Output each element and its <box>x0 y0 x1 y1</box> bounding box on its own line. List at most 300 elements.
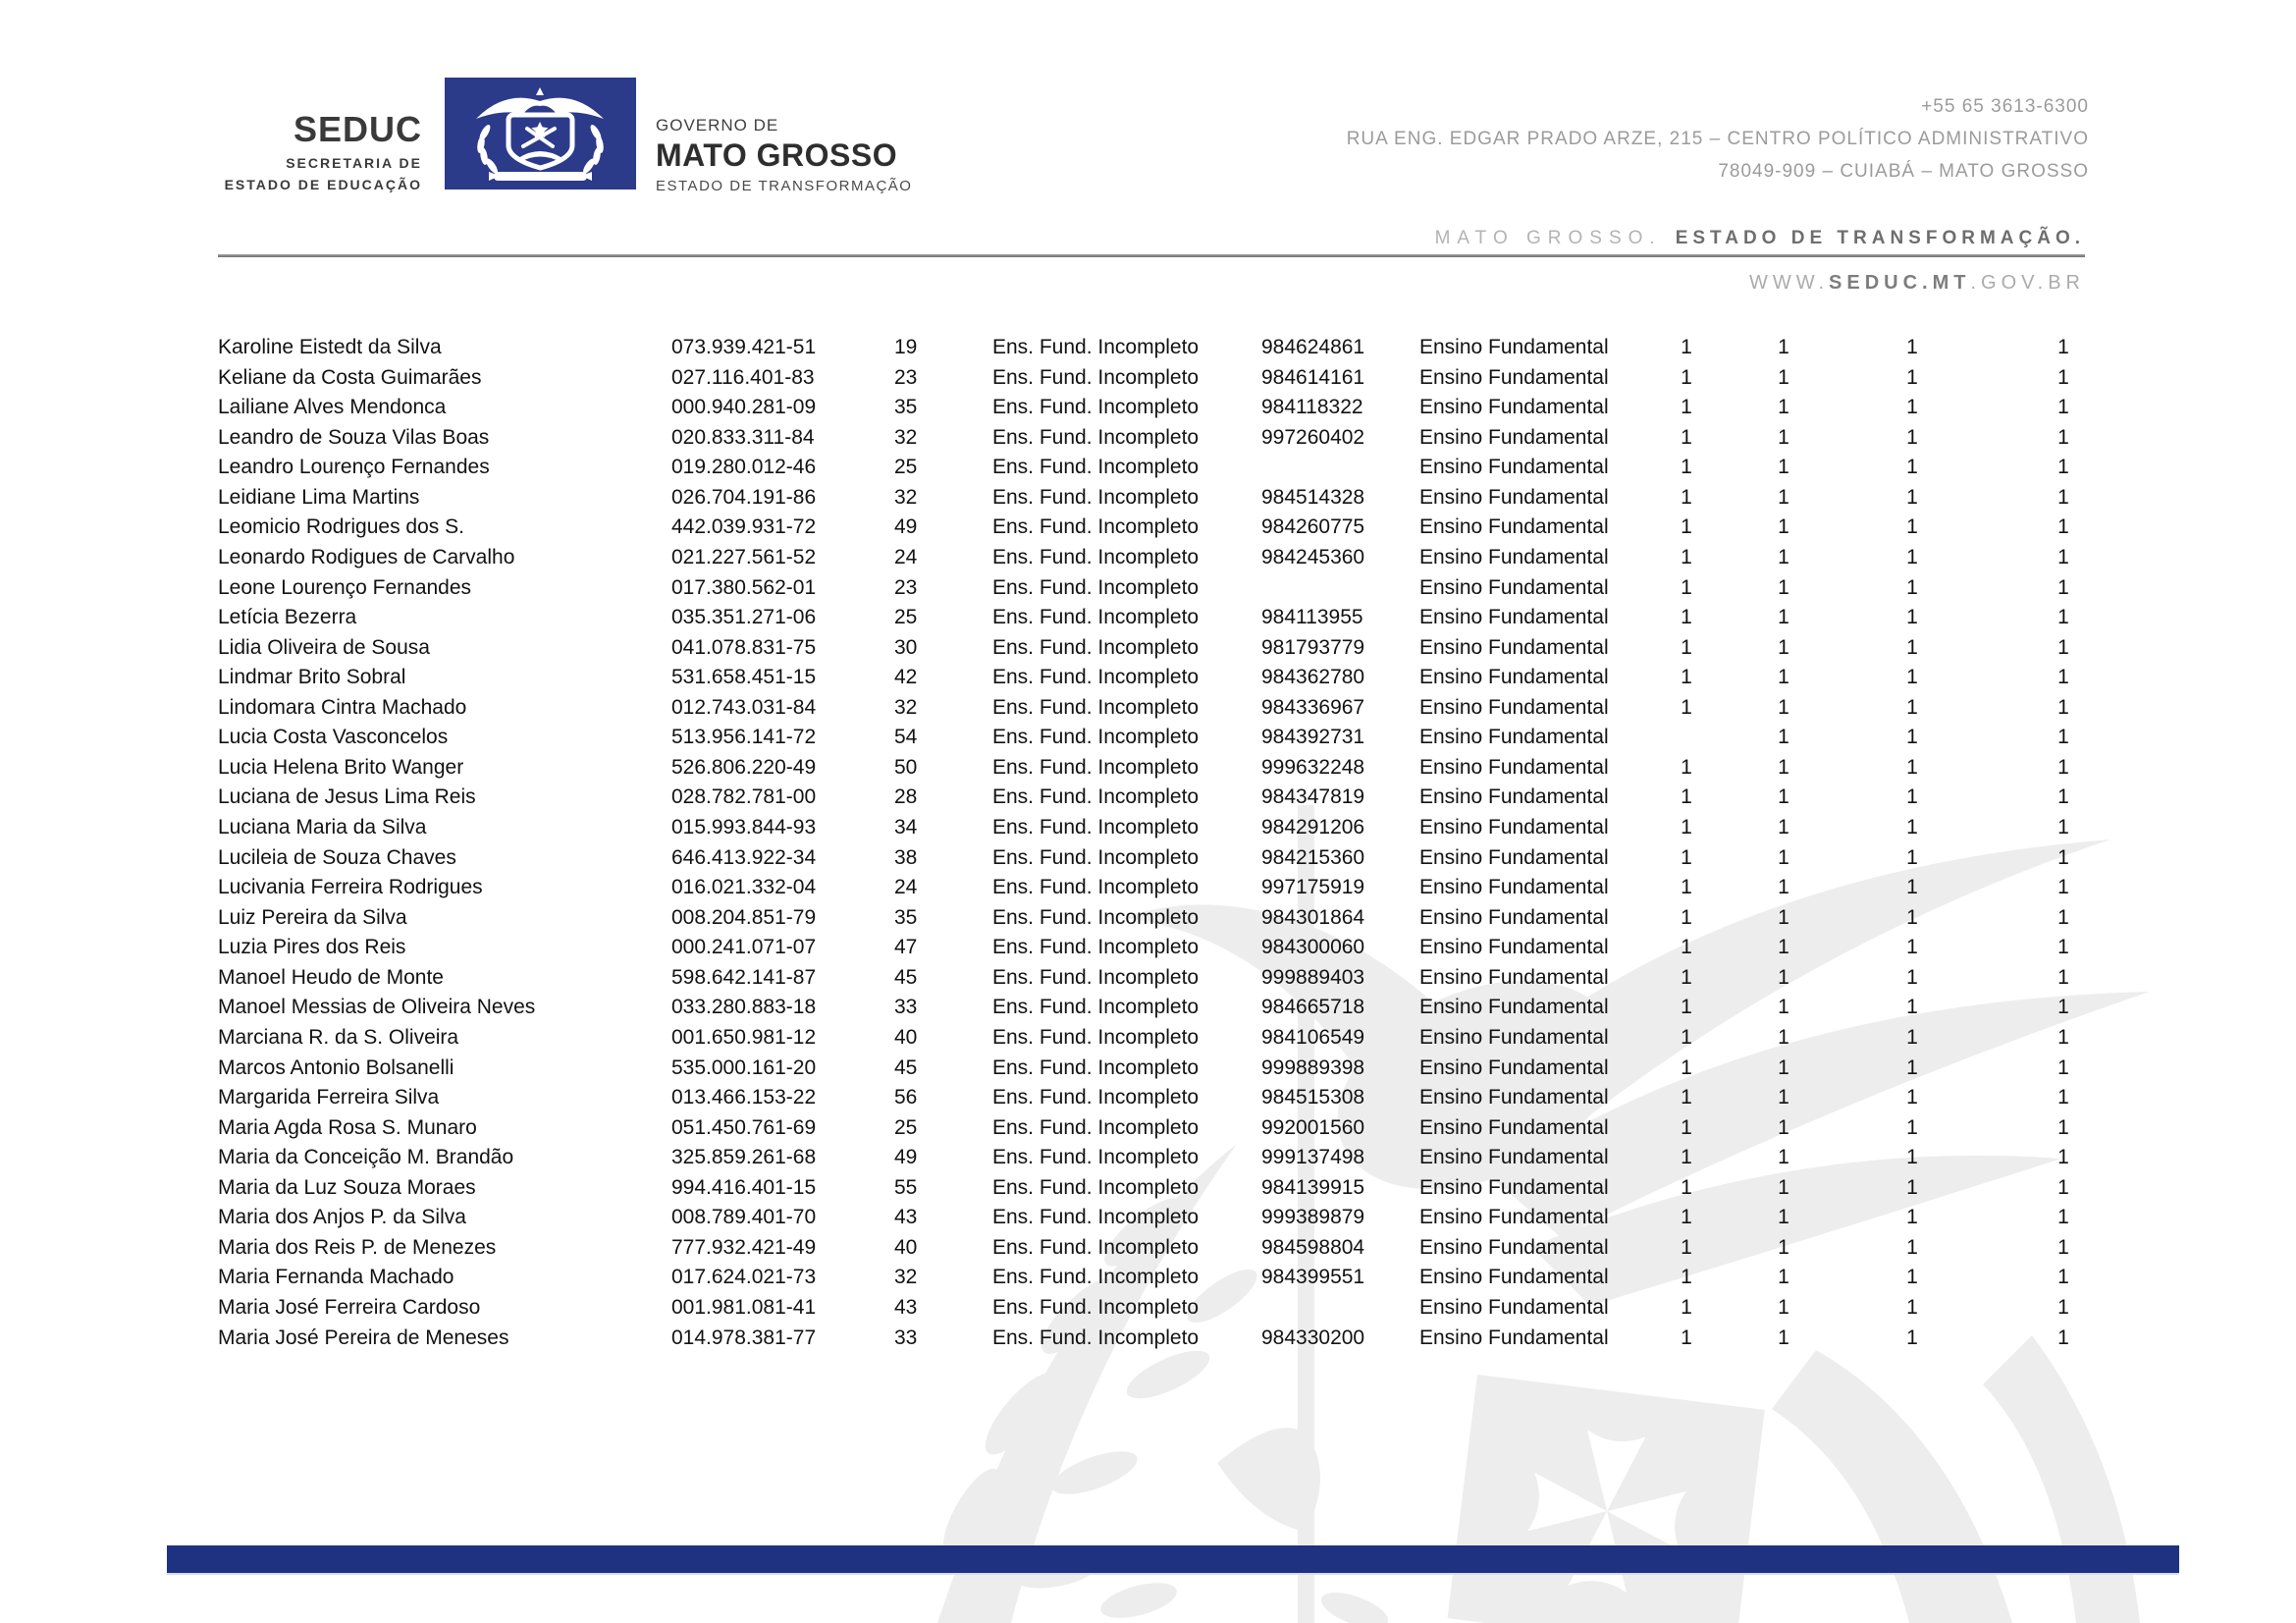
cell-education: Ens. Fund. Incompleto <box>992 1235 1200 1259</box>
cell-flag-4: 1 <box>2057 1175 2069 1199</box>
cell-name: Luciana Maria da Silva <box>218 816 427 839</box>
cell-cpf: 513.956.141-72 <box>671 726 817 749</box>
cell-flag-3: 1 <box>1906 515 1918 539</box>
table-row <box>218 633 2201 664</box>
cell-level: Ensino Fundamental <box>1419 575 1609 599</box>
cell-level: Ensino Fundamental <box>1419 1025 1609 1049</box>
cell-phone: 984399551 <box>1261 1266 1365 1289</box>
cell-phone: 984106549 <box>1261 1025 1365 1049</box>
cell-cpf: 028.782.781-00 <box>671 785 817 809</box>
cell-flag-2: 1 <box>1778 1175 1789 1199</box>
cell-flag-2: 1 <box>1778 1325 1789 1349</box>
cell-phone: 984215360 <box>1261 845 1365 869</box>
website-url <box>1749 272 2085 295</box>
cell-education: Ens. Fund. Incompleto <box>992 425 1200 449</box>
cell-flag-1: 1 <box>1681 785 1692 809</box>
governo-line-2: MATO GROSSO <box>656 137 898 173</box>
cell-flag-2: 1 <box>1778 965 1789 989</box>
cell-flag-3: 1 <box>1906 545 1918 568</box>
cell-flag-4: 1 <box>2057 606 2069 629</box>
cell-flag-3: 1 <box>1906 456 1918 479</box>
cell-phone: 999889403 <box>1261 965 1365 989</box>
cell-level: Ensino Fundamental <box>1419 635 1609 659</box>
contact-block <box>1347 90 2089 188</box>
cell-flag-4: 1 <box>2057 726 2069 749</box>
cell-flag-3: 1 <box>1906 425 1918 449</box>
cell-name: Lindmar Brito Sobral <box>218 666 406 689</box>
cell-phone: 984301864 <box>1261 905 1365 929</box>
cell-age: 50 <box>894 755 918 779</box>
cell-flag-4: 1 <box>2057 1055 2069 1079</box>
cell-name: Manoel Messias de Oliveira Neves <box>218 996 536 1019</box>
cell-flag-1: 1 <box>1681 1055 1692 1079</box>
cell-flag-1: 1 <box>1681 1235 1692 1259</box>
table-row <box>218 1203 2201 1233</box>
cell-name: Maria da Conceição M. Brandão <box>218 1146 514 1169</box>
cell-education: Ens. Fund. Incompleto <box>992 726 1200 749</box>
cell-flag-2: 1 <box>1778 396 1789 419</box>
cell-flag-4: 1 <box>2057 876 2069 899</box>
cell-level: Ensino Fundamental <box>1419 816 1609 839</box>
cell-flag-3: 1 <box>1906 1146 1918 1169</box>
cell-phone: 984392731 <box>1261 726 1365 749</box>
cell-flag-3: 1 <box>1906 635 1918 659</box>
cell-name: Marciana R. da S. Oliveira <box>218 1025 459 1049</box>
cell-level: Ensino Fundamental <box>1419 1086 1609 1109</box>
cell-flag-3: 1 <box>1906 365 1918 389</box>
cell-education: Ens. Fund. Incompleto <box>992 785 1200 809</box>
cell-flag-2: 1 <box>1778 635 1789 659</box>
cell-flag-4: 1 <box>2057 666 2069 689</box>
cell-name: Luiz Pereira da Silva <box>218 905 407 929</box>
table-row <box>218 843 2201 874</box>
cell-flag-4: 1 <box>2057 1235 2069 1259</box>
cell-phone: 984514328 <box>1261 485 1365 509</box>
table-row <box>218 813 2201 843</box>
cell-education: Ens. Fund. Incompleto <box>992 876 1200 899</box>
table-row <box>218 1083 2201 1113</box>
cell-flag-2: 1 <box>1778 1146 1789 1169</box>
cell-age: 25 <box>894 606 918 629</box>
cell-flag-3: 1 <box>1906 1266 1918 1289</box>
cell-level: Ensino Fundamental <box>1419 1146 1609 1169</box>
cell-age: 32 <box>894 425 918 449</box>
cell-education: Ens. Fund. Incompleto <box>992 1325 1200 1349</box>
cell-flag-1: 1 <box>1681 1296 1692 1319</box>
cell-name: Maria da Luz Souza Moraes <box>218 1175 476 1199</box>
cell-education: Ens. Fund. Incompleto <box>992 635 1200 659</box>
cell-age: 47 <box>894 936 918 959</box>
table-row <box>218 783 2201 813</box>
cell-flag-4: 1 <box>2057 965 2069 989</box>
cell-phone: 984665718 <box>1261 996 1365 1019</box>
cell-flag-2: 1 <box>1778 785 1789 809</box>
cell-name: Maria dos Reis P. de Menezes <box>218 1235 497 1259</box>
cell-flag-4: 1 <box>2057 1206 2069 1229</box>
tagline-bold: ESTADO DE TRANSFORMAÇÃO. <box>1675 228 2085 248</box>
governo-line-3: ESTADO DE TRANSFORMAÇÃO <box>656 178 913 194</box>
cell-flag-4: 1 <box>2057 545 2069 568</box>
cell-age: 24 <box>894 545 918 568</box>
table-row <box>218 963 2201 994</box>
cell-flag-4: 1 <box>2057 755 2069 779</box>
cell-cpf: 000.940.281-09 <box>671 396 817 419</box>
cell-flag-1: 1 <box>1681 1115 1692 1139</box>
cell-name: Leonardo Rodigues de Carvalho <box>218 545 515 568</box>
cell-cpf: 035.351.271-06 <box>671 606 817 629</box>
cell-age: 25 <box>894 456 918 479</box>
cell-age: 33 <box>894 1325 918 1349</box>
cell-name: Maria Agda Rosa S. Munaro <box>218 1115 477 1139</box>
cell-level: Ensino Fundamental <box>1419 1325 1609 1349</box>
cell-age: 35 <box>894 905 918 929</box>
cell-education: Ens. Fund. Incompleto <box>992 575 1200 599</box>
cell-phone: 984624861 <box>1261 336 1365 358</box>
cell-cpf: 325.859.261-68 <box>671 1146 817 1169</box>
table-row <box>218 483 2201 514</box>
table-row <box>218 453 2201 483</box>
cell-flag-3: 1 <box>1906 1235 1918 1259</box>
cell-level: Ensino Fundamental <box>1419 755 1609 779</box>
cell-education: Ens. Fund. Incompleto <box>992 1086 1200 1109</box>
cell-flag-1: 1 <box>1681 515 1692 539</box>
cell-flag-1: 1 <box>1681 816 1692 839</box>
cell-flag-2: 1 <box>1778 515 1789 539</box>
cell-phone: 999889398 <box>1261 1055 1365 1079</box>
cell-phone: 984347819 <box>1261 785 1365 809</box>
cell-level: Ensino Fundamental <box>1419 936 1609 959</box>
cell-name: Leandro Lourenço Fernandes <box>218 456 490 479</box>
cell-flag-1: 1 <box>1681 425 1692 449</box>
cell-level: Ensino Fundamental <box>1419 365 1609 389</box>
cell-age: 33 <box>894 996 918 1019</box>
cell-level: Ensino Fundamental <box>1419 695 1609 719</box>
cell-education: Ens. Fund. Incompleto <box>992 1025 1200 1049</box>
cell-cpf: 001.650.981-12 <box>671 1025 817 1049</box>
header-separator <box>218 254 2085 257</box>
website-suffix: .GOV.BR <box>1970 272 2085 294</box>
table-row <box>218 603 2201 633</box>
cell-flag-3: 1 <box>1906 965 1918 989</box>
cell-flag-4: 1 <box>2057 485 2069 509</box>
cell-education: Ens. Fund. Incompleto <box>992 845 1200 869</box>
cell-flag-4: 1 <box>2057 1266 2069 1289</box>
cell-education: Ens. Fund. Incompleto <box>992 515 1200 539</box>
cell-flag-4: 1 <box>2057 336 2069 358</box>
cell-age: 24 <box>894 876 918 899</box>
cell-flag-1: 1 <box>1681 876 1692 899</box>
cell-flag-2: 1 <box>1778 1296 1789 1319</box>
cell-cpf: 051.450.761-69 <box>671 1115 817 1139</box>
cell-cpf: 526.806.220-49 <box>671 755 817 779</box>
cell-education: Ens. Fund. Incompleto <box>992 1175 1200 1199</box>
cell-flag-1: 1 <box>1681 996 1692 1019</box>
contact-city: 78049-909 – CUIABÁ – MATO GROSSO <box>1718 161 2089 182</box>
cell-flag-3: 1 <box>1906 396 1918 419</box>
cell-education: Ens. Fund. Incompleto <box>992 1206 1200 1229</box>
cell-cpf: 073.939.421-51 <box>671 336 817 358</box>
cell-flag-4: 1 <box>2057 1025 2069 1049</box>
cell-flag-1: 1 <box>1681 396 1692 419</box>
table-row <box>218 543 2201 573</box>
cell-name: Keliane da Costa Guimarães <box>218 365 482 389</box>
cell-age: 49 <box>894 515 918 539</box>
cell-flag-1: 1 <box>1681 365 1692 389</box>
cell-cpf: 001.981.081-41 <box>671 1296 817 1319</box>
cell-flag-2: 1 <box>1778 606 1789 629</box>
cell-flag-2: 1 <box>1778 485 1789 509</box>
seduc-subtitle-1: SECRETARIA DE <box>286 155 422 171</box>
cell-flag-3: 1 <box>1906 905 1918 929</box>
contact-phone: +55 65 3613-6300 <box>1921 96 2089 117</box>
cell-age: 45 <box>894 965 918 989</box>
footer-bar <box>167 1545 2179 1575</box>
cell-level: Ensino Fundamental <box>1419 1266 1609 1289</box>
cell-flag-3: 1 <box>1906 1086 1918 1109</box>
governo-line-1: GOVERNO DE <box>656 116 779 135</box>
cell-education: Ens. Fund. Incompleto <box>992 816 1200 839</box>
cell-flag-2: 1 <box>1778 545 1789 568</box>
cell-education: Ens. Fund. Incompleto <box>992 396 1200 419</box>
cell-flag-1: 1 <box>1681 1206 1692 1229</box>
cell-flag-2: 1 <box>1778 1266 1789 1289</box>
cell-flag-4: 1 <box>2057 936 2069 959</box>
cell-flag-4: 1 <box>2057 785 2069 809</box>
cell-flag-1: 1 <box>1681 456 1692 479</box>
cell-flag-3: 1 <box>1906 1115 1918 1139</box>
cell-phone: 984614161 <box>1261 365 1365 389</box>
cell-level: Ensino Fundamental <box>1419 336 1609 358</box>
cell-level: Ensino Fundamental <box>1419 1175 1609 1199</box>
cell-flag-1: 1 <box>1681 666 1692 689</box>
cell-flag-2: 1 <box>1778 365 1789 389</box>
cell-cpf: 598.642.141-87 <box>671 965 817 989</box>
cell-age: 43 <box>894 1206 918 1229</box>
cell-phone: 984515308 <box>1261 1086 1365 1109</box>
cell-phone: 984291206 <box>1261 816 1365 839</box>
cell-flag-1: 1 <box>1681 1325 1692 1349</box>
cell-cpf: 017.624.021-73 <box>671 1266 817 1289</box>
cell-flag-1: 1 <box>1681 845 1692 869</box>
cell-age: 35 <box>894 396 918 419</box>
cell-flag-1: 1 <box>1681 1146 1692 1169</box>
state-tagline <box>1435 228 2085 249</box>
cell-cpf: 008.204.851-79 <box>671 905 817 929</box>
table-row <box>218 513 2201 543</box>
cell-cpf: 021.227.561-52 <box>671 545 817 568</box>
cell-name: Lucia Helena Brito Wanger <box>218 755 464 779</box>
table-row <box>218 1233 2201 1264</box>
cell-flag-4: 1 <box>2057 575 2069 599</box>
cell-age: 32 <box>894 485 918 509</box>
cell-flag-1: 1 <box>1681 545 1692 568</box>
cell-level: Ensino Fundamental <box>1419 876 1609 899</box>
cell-flag-3: 1 <box>1906 1055 1918 1079</box>
cell-flag-4: 1 <box>2057 816 2069 839</box>
website-domain: SEDUC.MT <box>1829 272 1971 294</box>
table-row <box>218 393 2201 423</box>
cell-education: Ens. Fund. Incompleto <box>992 1296 1200 1319</box>
cell-flag-4: 1 <box>2057 1296 2069 1319</box>
cell-flag-3: 1 <box>1906 575 1918 599</box>
cell-flag-1: 1 <box>1681 485 1692 509</box>
cell-flag-4: 1 <box>2057 695 2069 719</box>
governo-logo-block <box>656 116 912 194</box>
cell-flag-1: 1 <box>1681 635 1692 659</box>
cell-cpf: 017.380.562-01 <box>671 575 817 599</box>
cell-flag-3: 1 <box>1906 755 1918 779</box>
cell-phone: 984113955 <box>1261 606 1363 629</box>
cell-name: Leomicio Rodrigues dos S. <box>218 515 464 539</box>
cell-age: 25 <box>894 1115 918 1139</box>
cell-flag-4: 1 <box>2057 996 2069 1019</box>
cell-cpf: 535.000.161-20 <box>671 1055 817 1079</box>
cell-name: Lidia Oliveira de Sousa <box>218 635 430 659</box>
cell-cpf: 442.039.931-72 <box>671 515 817 539</box>
cell-flag-3: 1 <box>1906 485 1918 509</box>
cell-phone: 984245360 <box>1261 545 1365 568</box>
cell-level: Ensino Fundamental <box>1419 396 1609 419</box>
cell-flag-3: 1 <box>1906 996 1918 1019</box>
cell-cpf: 027.116.401-83 <box>671 365 815 389</box>
cell-flag-3: 1 <box>1906 726 1918 749</box>
contact-address: RUA ENG. EDGAR PRADO ARZE, 215 – CENTRO POLÍTICO ADMINISTRATIVO <box>1346 129 2089 149</box>
cell-cpf: 019.280.012-46 <box>671 456 817 479</box>
cell-phone: 997260402 <box>1261 425 1365 449</box>
cell-name: Marcos Antonio Bolsanelli <box>218 1055 454 1079</box>
cell-name: Leandro de Souza Vilas Boas <box>218 425 490 449</box>
cell-cpf: 026.704.191-86 <box>671 485 817 509</box>
cell-age: 23 <box>894 575 918 599</box>
table-row <box>218 753 2201 784</box>
cell-cpf: 014.978.381-77 <box>671 1325 817 1349</box>
cell-education: Ens. Fund. Incompleto <box>992 905 1200 929</box>
cell-flag-1: 1 <box>1681 606 1692 629</box>
cell-cpf: 646.413.922-34 <box>671 845 817 869</box>
cell-name: Lindomara Cintra Machado <box>218 695 467 719</box>
cell-phone: 984139915 <box>1261 1175 1365 1199</box>
cell-flag-4: 1 <box>2057 905 2069 929</box>
cell-phone: 984300060 <box>1261 936 1365 959</box>
cell-flag-3: 1 <box>1906 785 1918 809</box>
cell-flag-1: 1 <box>1681 1025 1692 1049</box>
cell-flag-2: 1 <box>1778 695 1789 719</box>
cell-flag-2: 1 <box>1778 996 1789 1019</box>
cell-flag-1: 1 <box>1681 575 1692 599</box>
cell-phone: 984260775 <box>1261 515 1365 539</box>
cell-name: Leidiane Lima Martins <box>218 485 420 509</box>
cell-phone: 984336967 <box>1261 695 1365 719</box>
cell-level: Ensino Fundamental <box>1419 545 1609 568</box>
cell-education: Ens. Fund. Incompleto <box>992 936 1200 959</box>
cell-flag-4: 1 <box>2057 396 2069 419</box>
cell-flag-2: 1 <box>1778 905 1789 929</box>
table-row <box>218 1143 2201 1173</box>
cell-level: Ensino Fundamental <box>1419 1206 1609 1229</box>
seduc-logo-block <box>147 110 422 192</box>
cell-cpf: 016.021.332-04 <box>671 876 817 899</box>
table-row <box>218 423 2201 454</box>
cell-cpf: 041.078.831-75 <box>671 635 817 659</box>
cell-flag-2: 1 <box>1778 666 1789 689</box>
table-row <box>218 1324 2201 1354</box>
cell-cpf: 994.416.401-15 <box>671 1175 817 1199</box>
cell-age: 40 <box>894 1025 918 1049</box>
records-table <box>218 333 2201 1353</box>
cell-age: 43 <box>894 1296 918 1319</box>
cell-age: 32 <box>894 695 918 719</box>
cell-level: Ensino Fundamental <box>1419 965 1609 989</box>
cell-flag-3: 1 <box>1906 845 1918 869</box>
cell-name: Maria dos Anjos P. da Silva <box>218 1206 466 1229</box>
cell-age: 23 <box>894 365 918 389</box>
cell-flag-1: 1 <box>1681 755 1692 779</box>
cell-flag-2: 1 <box>1778 1086 1789 1109</box>
cell-age: 38 <box>894 845 918 869</box>
cell-age: 40 <box>894 1235 918 1259</box>
cell-flag-3: 1 <box>1906 1175 1918 1199</box>
cell-name: Manoel Heudo de Monte <box>218 965 444 989</box>
cell-cpf: 777.932.421-49 <box>671 1235 817 1259</box>
cell-age: 54 <box>894 726 918 749</box>
seduc-title: SEDUC <box>293 109 422 149</box>
cell-education: Ens. Fund. Incompleto <box>992 456 1200 479</box>
cell-phone: 999632248 <box>1261 755 1365 779</box>
table-row <box>218 1293 2201 1324</box>
table-row <box>218 573 2201 604</box>
cell-flag-1: 1 <box>1681 695 1692 719</box>
cell-cpf: 008.789.401-70 <box>671 1206 817 1229</box>
cell-education: Ens. Fund. Incompleto <box>992 695 1200 719</box>
cell-education: Ens. Fund. Incompleto <box>992 755 1200 779</box>
cell-flag-3: 1 <box>1906 936 1918 959</box>
cell-education: Ens. Fund. Incompleto <box>992 485 1200 509</box>
cell-name: Lucileia de Souza Chaves <box>218 845 456 869</box>
cell-flag-4: 1 <box>2057 425 2069 449</box>
cell-flag-4: 1 <box>2057 1146 2069 1169</box>
cell-name: Luzia Pires dos Reis <box>218 936 406 959</box>
cell-flag-4: 1 <box>2057 456 2069 479</box>
cell-flag-1: 1 <box>1681 336 1692 358</box>
cell-flag-3: 1 <box>1906 1206 1918 1229</box>
cell-flag-2: 1 <box>1778 1025 1789 1049</box>
table-row <box>218 693 2201 724</box>
cell-education: Ens. Fund. Incompleto <box>992 336 1200 358</box>
cell-flag-2: 1 <box>1778 726 1789 749</box>
cell-flag-4: 1 <box>2057 365 2069 389</box>
cell-name: Maria José Ferreira Cardoso <box>218 1296 481 1319</box>
cell-flag-2: 1 <box>1778 876 1789 899</box>
cell-education: Ens. Fund. Incompleto <box>992 996 1200 1019</box>
table-row <box>218 663 2201 693</box>
cell-education: Ens. Fund. Incompleto <box>992 365 1200 389</box>
cell-name: Lailiane Alves Mendonca <box>218 396 447 419</box>
cell-phone: 999389879 <box>1261 1206 1365 1229</box>
cell-flag-3: 1 <box>1906 606 1918 629</box>
cell-level: Ensino Fundamental <box>1419 785 1609 809</box>
cell-age: 28 <box>894 785 918 809</box>
cell-age: 55 <box>894 1175 918 1199</box>
cell-flag-3: 1 <box>1906 816 1918 839</box>
table-row <box>218 723 2201 753</box>
cell-flag-4: 1 <box>2057 1115 2069 1139</box>
cell-phone: 984362780 <box>1261 666 1365 689</box>
cell-name: Maria Fernanda Machado <box>218 1266 454 1289</box>
cell-age: 49 <box>894 1146 918 1169</box>
cell-flag-3: 1 <box>1906 666 1918 689</box>
cell-name: Lucivania Ferreira Rodrigues <box>218 876 483 899</box>
cell-flag-4: 1 <box>2057 1086 2069 1109</box>
